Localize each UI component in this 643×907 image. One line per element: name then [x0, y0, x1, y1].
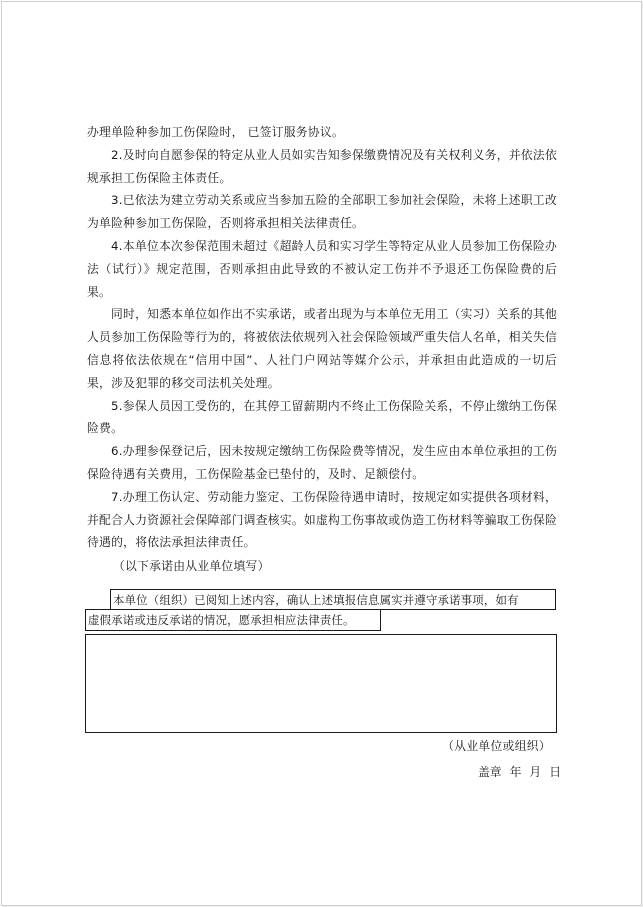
fill-in-note: （以下承诺由从业单位填写）	[113, 559, 270, 574]
unit-label: （从业单位或组织）	[442, 739, 551, 753]
paragraph-item-5: 5.参保人员因工受伤的，在其停工留薪期内不终止工伤保险关系，不停止缴纳工伤保险费。	[87, 398, 557, 436]
paragraph-item-4: 4.本单位本次参保范围未超过《超龄人员和实习学生等特定从业人员参加工伤保险办法（试行）》规定范围，否则承担由此导致的不被认定工伤并不予退还工伤保险费的后果。	[87, 238, 557, 299]
seal-day-label: 日	[549, 765, 562, 779]
seal-stamp-label: 盖章	[478, 765, 502, 779]
pledge-statement-line-1: 本单位（组织）已阅知上述内容，确认上述填报信息属实并遵守承诺事项，如有	[110, 589, 556, 610]
paragraph-item-3: 3.已依法为建立劳动关系或应当参加五险的全部职工参加社会保险，未将上述职工改为单险种参加工伤保险，否则将承担相关法律责任。	[87, 193, 557, 231]
seal-year-label: 年	[509, 765, 522, 779]
pledge-statement-line-2: 虚假承诺或违反承诺的情况，愿承担相应法律责任。	[85, 609, 381, 631]
paragraph-credit-notice: 同时，知悉本单位如作出不实承诺，或者出现为与本单位无用工（实习）关系的其他人员参加工伤保险等行为的，将被依法依规列入社会保险领域严重失信人名单，相关失信信息将依法依规在“信用中国”、人社门户网站等媒介公示，并承担由此造成的一切后果，涉及犯罪的移交司法机关处理。	[87, 307, 557, 390]
document-body	[87, 121, 557, 578]
paragraph-item-2: 2.及时向自愿参保的特定从业人员如实告知参保缴费情况及有关权利义务，并依法依规承担工伤保险主体责任。	[87, 147, 557, 185]
paragraph-service-agreement: 办理单险种参加工伤保险时， 已签订服务协议。	[87, 125, 344, 139]
paragraph-item-7: 7.办理工伤认定、劳动能力鉴定、工伤保险待遇申请时，按规定如实提供各项材料，并配合人力资源社会保障部门调查核实。如虚构工伤事故或伪造工伤材料等骗取工伤保险待遇的，将依法承担法律责任。	[87, 489, 557, 550]
seal-month-label: 月	[529, 765, 542, 779]
signature-box[interactable]	[85, 634, 557, 733]
paragraph-item-6: 6.办理参保登记后，因未按规定缴纳工伤保险费等情况，发生应由本单位承担的工伤保险待遇有关费用，工伤保险基金已垫付的，及时、足额偿付。	[87, 444, 557, 481]
pledge-border-segment	[380, 609, 556, 610]
seal-date-line	[478, 764, 569, 780]
